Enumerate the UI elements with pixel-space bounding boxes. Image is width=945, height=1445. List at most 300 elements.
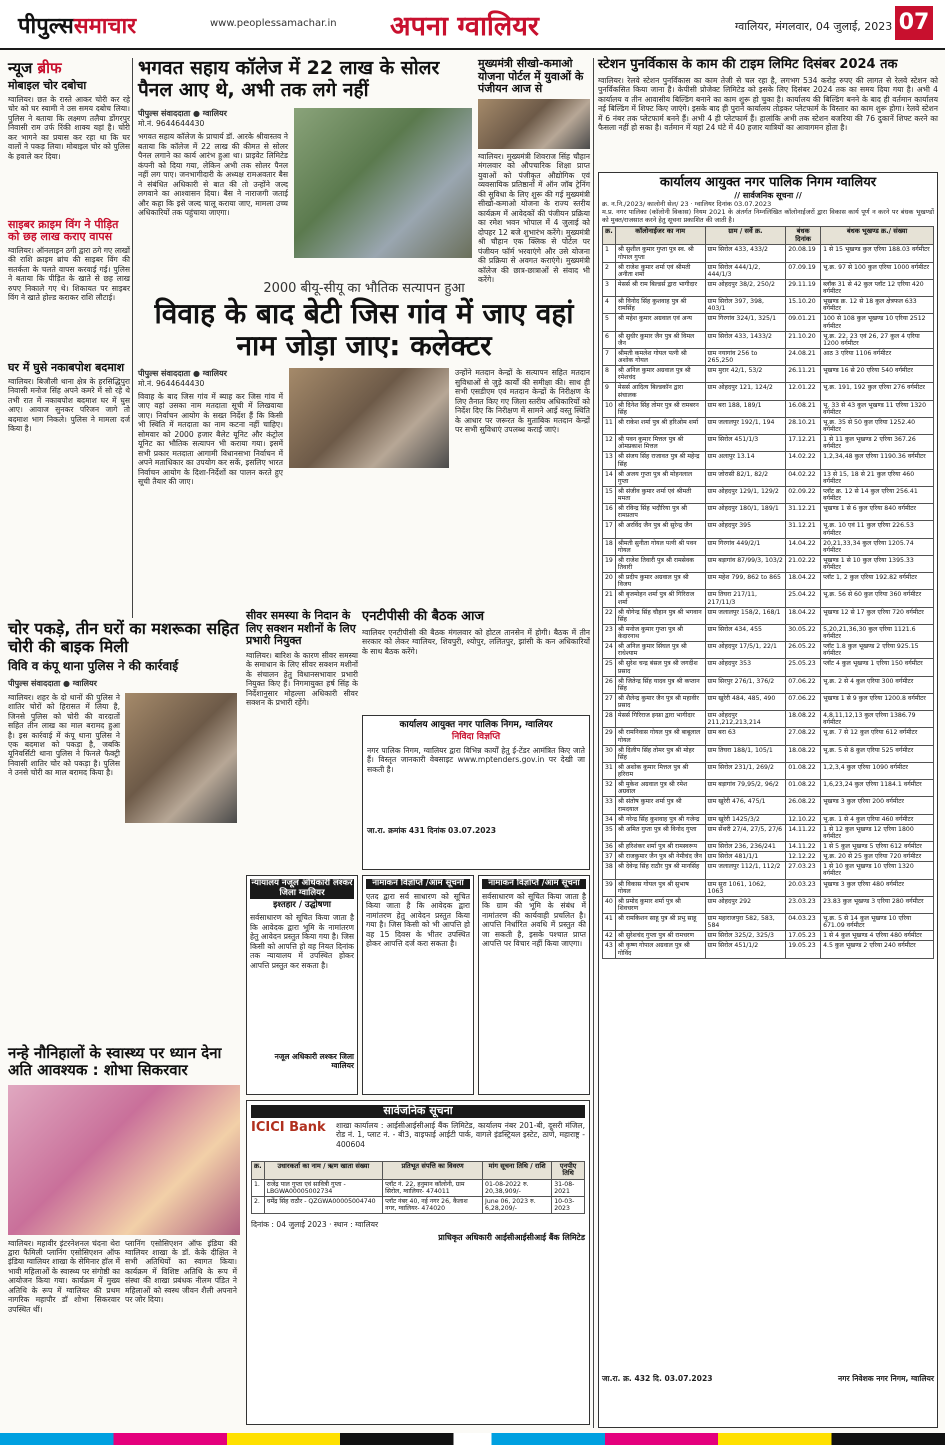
news-brief-column — [8, 58, 130, 458]
table-cell: 1 से 11 कुल भूखण्ड 2 एरिया 367.26 वर्गमीटर — [821, 435, 934, 452]
collector-story — [138, 278, 590, 598]
table-cell: 5 — [603, 314, 616, 331]
table-cell: भूखण्ड 1 से 10 कुल एरिया 1395.33 वर्गमीटर — [821, 555, 934, 572]
table-cell: 31-08-2021 — [552, 1179, 585, 1196]
table-cell: ग्राम जलालपुर 192/1, 194 — [705, 417, 786, 434]
story-headline: भगवत सहाय कॉलेज में 22 लाख के सोलर पैनल आए थे, अभी तक लगे नहीं — [138, 57, 440, 101]
table-row — [603, 896, 934, 913]
table-cell: मेसर्स श्री राम बिल्डर्स द्वारा भागीदार — [615, 279, 705, 296]
notice-body: एतद द्वारा सर्व साधारण को सूचित किया जाता है कि आवेदक द्वारा नामांतरण हेतु आवेदन प्रस्तुत किया गया है। जिस किसी को भी आपत्ति हो वह 15 दिवस के भीतर उपस्थित होकर आपत्ति दर्ज करा सकता है। — [366, 891, 470, 949]
table-cell: श्री अशोक कुमार मित्तल पुत्र श्री हरिराम — [615, 762, 705, 779]
table-cell: 4,8,11,12,13 कुल एरिया 1386.79 वर्गमीटर — [821, 711, 934, 728]
table-row — [603, 624, 934, 641]
table-cell: 18.04.22 — [786, 573, 821, 590]
table-cell: श्री सुरेशचंद गुप्ता पुत्र श्री रामचरण — [615, 931, 705, 941]
table-cell: 07.06.22 — [786, 693, 821, 710]
story-headline: विवाह के बाद बेटी जिस गांव में जाए वहां नाम जोड़ा जाए: कलेक्टर — [154, 297, 574, 363]
table-cell: भूखण्ड 12 से 17 कुल एरिया 720 वर्गमीटर — [821, 607, 934, 624]
table-cell: श्री नरेन्द्र सिंह कुशवाह पुत्र श्री गजेन्द्र — [615, 814, 705, 824]
table-cell: 23 — [603, 624, 616, 641]
table-cell: श्री दिलीप सिंह तोमर पुत्र श्री मोहर सिंह — [615, 745, 705, 762]
byline: पीपुल्स संवाददाता ● ग्वालियर — [8, 678, 97, 688]
colony-table — [602, 226, 934, 958]
table-cell: 12.01.22 — [786, 383, 821, 400]
table-cell: ग्राम बड़ागांव 79,95/2, 96/2 — [705, 780, 786, 797]
table-cell: श्री कृष्ण गोपाल अग्रवाल पुत्र श्री गोविंद — [615, 941, 705, 958]
table-cell: 1,2,34,48 कुल एरिया 1190.36 वर्गमीटर — [821, 452, 934, 469]
table-row — [603, 504, 934, 521]
story-kicker: 2000 बीयू-सीयू का भौतिक सत्यापन हुआ — [263, 281, 465, 296]
table-cell: भू.क्र. 20 से 25 कुल एरिया 720 वर्गमीटर — [821, 852, 934, 862]
table-cell: 1 — [603, 245, 616, 262]
table-cell: 26.05.22 — [786, 642, 821, 659]
table-cell: 3 — [603, 279, 616, 296]
table-row — [603, 383, 934, 400]
issue-date: ग्वालियर, मंगलवार, 04 जुलाई, 2023 — [735, 20, 893, 33]
table-cell: 29 — [603, 728, 616, 745]
table-cell: 20.08.19 — [786, 245, 821, 262]
table-cell: ग्राम ओहदपुर 395 — [705, 521, 786, 538]
table-cell: भूखण्ड 3 कुल एरिया 200 वर्गमीटर — [821, 797, 934, 814]
table-cell: 31.12.21 — [786, 504, 821, 521]
table-cell: ग्राम बरा 63 — [705, 728, 786, 745]
table-row — [603, 417, 934, 434]
table-header-cell: प्रतिभूत संपत्ति का विवरण — [383, 1161, 483, 1179]
column-divider — [593, 58, 594, 1428]
table-cell: 36 — [603, 842, 616, 852]
table-cell: श्रीमती सुनीता गोयल पत्नी श्री पवन गोयल — [615, 538, 705, 555]
table-cell: श्री अनिल कुमार सिंघल पुत्र श्री राधेश्याम — [615, 642, 705, 659]
table-row — [603, 914, 934, 931]
table-cell: 01-08-2022 रु. 20,38,909/- — [483, 1179, 552, 1196]
table-cell: श्री रविन्द्र सिंह भदौरिया पुत्र श्री रामप्रताप — [615, 504, 705, 521]
table-header-cell: क्र. — [603, 227, 616, 245]
table-cell: ग्राम सिरोल 397, 398, 403/1 — [705, 297, 786, 314]
table-cell: 10-03-2023 — [552, 1197, 585, 1214]
notice-title: सार्वजनिक सूचना — [251, 1105, 585, 1118]
table-cell: ग्राम ओहदपुर 353 — [705, 659, 786, 676]
table-cell: ग्राम महेश 799, 862 to 865 — [705, 573, 786, 590]
table-cell: 21.10.20 — [786, 331, 821, 348]
table-header-cell: बंधक भूखण्ड क्र./ संख्या — [821, 227, 934, 245]
table-cell: श्री महेश कुमार अग्रवाल एवं अन्य — [615, 314, 705, 331]
table-cell: श्री अमित गुप्ता पुत्र श्री विनोद गुप्ता — [615, 824, 705, 841]
table-cell: 15.10.20 — [786, 297, 821, 314]
table-row — [603, 297, 934, 314]
story-headline: नन्हे नौनिहालों के स्वास्थ्य पर ध्यान देना अति आवश्यक : शोभा सिकरवार — [8, 1044, 222, 1080]
brief-body: ग्वालियर। बिजौली थाना क्षेत्र के हरसिद्धिपुरा निवासी मनोज सिंह अपने कमरे में सो रहे थे तभी रात में नकाबपोश बदमाश घर में घुस आए। आवाज सुनकर परिजन जागे तो बदमाश भाग निकले। पुलिस ने मामला दर्ज किया है। — [8, 376, 130, 433]
table-cell: 26.08.22 — [786, 797, 821, 814]
table-row — [603, 348, 934, 365]
table-cell: ग्राम ओहदपुर 38/2, 250/2 — [705, 279, 786, 296]
table-row — [603, 469, 934, 486]
table-cell: श्री मनोज कुमार गुप्ता पुत्र श्री केदारनाथ — [615, 624, 705, 641]
table-row — [603, 452, 934, 469]
table-cell: 100 से 108 कुल भूखण्ड 10 एरिया 2512 वर्गमीटर — [821, 314, 934, 331]
bank-logo: ICICI Bank — [251, 1119, 326, 1135]
table-cell: ग्राम जलालपुर 158/2, 168/1 — [705, 607, 786, 624]
table-header-cell: बंधक दिनांक — [786, 227, 821, 245]
table-cell: ग्राम सिरोल 451/1/3 — [705, 435, 786, 452]
table-cell: 27.03.23 — [786, 862, 821, 879]
table-cell: श्री अरविंद जैन पुत्र श्री सुरेन्द्र जैन — [615, 521, 705, 538]
table-cell: 14 — [603, 469, 616, 486]
notice-title: कार्यालय आयुक्त नगर पालिक निगम ग्वालियर — [659, 175, 877, 190]
table-cell: 43 — [603, 941, 616, 958]
table-cell: 23.83 कुल भूखण्ड 3 एरिया 280 वर्गमीटर — [821, 896, 934, 913]
notice-signature: नजूल अधिकारी लश्कर जिला ग्वालियर — [274, 1052, 354, 1070]
byline-phone: मो.नं. 9644644430 — [138, 118, 205, 128]
table-cell: श्री शैलेन्द्र कुमार जैन पुत्र श्री महावीर प्रसाद — [615, 693, 705, 710]
table-cell: ग्राम सिरोल 433, 1433/2 — [705, 331, 786, 348]
brief-headline: घर में घुसे नकाबपोश बदमाश — [8, 360, 125, 374]
table-cell: 18.08.22 — [786, 711, 821, 728]
table-cell: प्लॉट क्र. 12 से 14 कुल एरिया 256.41 वर्गमीटर — [821, 486, 934, 503]
news-brief-label: न्यूज ब्रीफ — [8, 59, 62, 77]
table-cell: भूखण्ड 1 से 9 कुल एरिया 1200.8 वर्गमीटर — [821, 693, 934, 710]
table-cell: 18.08.22 — [786, 745, 821, 762]
table-cell: भू.क्र. 5 से 8 कुल एरिया 525 वर्गमीटर — [821, 745, 934, 762]
table-row — [603, 780, 934, 797]
table-row — [603, 642, 934, 659]
table-row — [603, 797, 934, 814]
namantaran-notice — [478, 875, 590, 1095]
notice-ref: जा.रा. क्रमांक 431 दिनांक 03.07.2023 — [367, 825, 497, 835]
table-cell: श्री अनिल कुमार अग्रवाल पुत्र श्री रमेशचंद — [615, 366, 705, 383]
table-cell: श्री प्रदीप कुमार अग्रवाल पुत्र श्री विजय — [615, 573, 705, 590]
table-cell: ग्राम गिरगांव 449/2/1 — [705, 538, 786, 555]
story-body: प्लानिंग एसोसिएशन ऑफ इंडिया की ग्वालियर शाखा के डॉ. केके दीक्षित ने सभी अतिथियों का स्वागत किया। कार्यक्रम में विशिष्ट अतिथि के रूप में संस्था की शाखा प्रबंधक नीलम पंडित ने महिलाओं को स्वस्थ जीवन शैली अपनाने पर जोर दिया। — [125, 1238, 237, 1305]
table-row — [603, 555, 934, 572]
website-url[interactable]: www.peoplessamachar.in — [210, 18, 337, 29]
seminar-photo — [8, 1085, 240, 1235]
table-cell: प्लॉट 4 कुल भूखण्ड 1 एरिया 150 वर्गमीटर — [821, 659, 934, 676]
story-body: ग्वालियर। महावीर इंटरनेशनल चंदना थेरा द्वारा फैमिली प्लानिंग एसोसिएशन ऑफ इंडिया ग्वालियर शाखा के सेमिनार हॉल में भावी महिलाओं के स्वास्थ्य पर संगोष्ठी का आयोजन किया गया। कार्यक्रम में मुख्य अतिथि के रूप में ग्वालियर की प्रथम नागरिक महापौर डॉ शोभा सिकरवार उपस्थित थीं। — [8, 1238, 120, 1314]
table-cell: ग्राम सिरोल 325/2, 325/3 — [705, 931, 786, 941]
table-cell: 1 से 5 कुल भूखण्ड 5 एरिया 612 वर्गमीटर — [821, 842, 934, 852]
table-cell: ग्राम ओहदपुर 121, 124/2 — [705, 383, 786, 400]
notice-title: न्यायालय नजूल अधिकारी लश्कर जिला ग्वालियर — [251, 878, 353, 898]
table-cell: 14.11.22 — [786, 842, 821, 852]
table-cell: श्री संजय सिंह राजावत पुत्र श्री महेन्द्र सिंह — [615, 452, 705, 469]
table-cell: June 06, 2023 रु. 6,28,209/- — [483, 1197, 552, 1214]
table-cell: 2. — [252, 1197, 265, 1214]
table-cell: 07.09.19 — [786, 262, 821, 279]
table-cell: 1 से 10 कुल भूखण्ड 10 एरिया 1320 वर्गमीटर — [821, 862, 934, 879]
table-cell: ग्राम मुरार 42/1, 53/2 — [705, 366, 786, 383]
table-row — [603, 245, 934, 262]
table-cell: प्लॉट नं. 22, हनुमान कॉलोनी, ग्राम सिरोल, ग्वालियर- 474011 — [383, 1179, 483, 1196]
table-row — [603, 824, 934, 841]
table-cell: 16.08.21 — [786, 400, 821, 417]
table-cell: श्री दिनेश सिंह तोमर पुत्र श्री रामबरन सिंह — [615, 400, 705, 417]
table-cell: ब्लॉक 31 से 42 कुल प्लॉट 12 एरिया 420 वर्गमीटर — [821, 279, 934, 296]
page-number: 07 — [895, 6, 933, 40]
table-cell: ग्राम सिरोल 444/1/2, 444/1/3 — [705, 262, 786, 279]
table-cell: भू.क्र. 2 से 4 कुल एरिया 300 वर्गमीटर — [821, 676, 934, 693]
table-cell: श्री राजेश कुमार शर्मा एवं श्रीमती अनीता शर्मा — [615, 262, 705, 279]
table-cell: 04.03.23 — [786, 914, 821, 931]
table-cell: 42 — [603, 931, 616, 941]
notice-subtitle: // सार्वजनिक सूचना // — [734, 190, 802, 200]
table-cell: 07.06.22 — [786, 676, 821, 693]
table-cell: भू.क्र. 35 से 50 कुल एरिया 1252.40 वर्गमीटर — [821, 417, 934, 434]
table-row — [603, 262, 934, 279]
table-cell: श्री रामकिशन साहू पुत्र श्री प्रभु साहू — [615, 914, 705, 931]
table-cell: 37 — [603, 852, 616, 862]
notice-ref: जा.रा. क्र. 432 दि. 03.07.2023 — [602, 1374, 713, 1384]
story-headline: स्टेशन पुनर्विकास के काम की टाइम लिमिट दिसंबर 2024 तक — [598, 57, 898, 72]
table-row — [603, 842, 934, 852]
table-row — [603, 745, 934, 762]
cm-photo — [478, 99, 590, 149]
table-cell: ग्राम खुरेरी 1425/3/2 — [705, 814, 786, 824]
table-cell: 27 — [603, 693, 616, 710]
brief-headline: साइबर क्राइम विंग ने पीड़ित को छह लाख कराए वापस — [8, 217, 119, 244]
story-body: ग्वालियर। बारिश के कारण सीवर समस्या के समाधान के लिए सीवर सक्शन मशीनों के संचालन हेतु विधानसभावार प्रभारी नियुक्त किए हैं। निगमायुक्त हर्ष सिंह के निर्देशानुसार मोहल्ला अधिकारी सीवर सक्शन के प्रभारी रहेंगे। — [246, 650, 358, 708]
table-row — [603, 814, 934, 824]
bank-address: शाखा कार्यालय : आईसीआईसीआई बैंक लिमिटेड, कार्यालय नंबर 201-बी, दूसरी मंजिल, रोड नं. 1, प्लाट नं. - बी3, वाइफाई आईटी पार्क, वागले इंडस्ट्रियल इस्टेट, ठाणे, महाराष्ट्र - 400604 — [336, 1120, 585, 1149]
byline: पीपुल्स संवाददाता ● ग्वालियर — [138, 108, 227, 118]
table-cell: 7 — [603, 348, 616, 365]
table-cell: 15 — [603, 486, 616, 503]
table-cell: 21.02.22 — [786, 555, 821, 572]
table-cell: ग्राम सिरोल 434, 455 — [705, 624, 786, 641]
table-cell: भू.क्र. 22, 23 एवं 26, 27 कुल 4 एरिया 1200 वर्गमीटर — [821, 331, 934, 348]
table-cell: श्री राजकुमार जैन पुत्र श्री नेमीचंद जैन — [615, 852, 705, 862]
table-cell: 9 — [603, 383, 616, 400]
notice-signature: नगर निवेशक नगर निगम, ग्वालियर — [838, 1374, 934, 1384]
table-cell: 24.08.21 — [786, 348, 821, 365]
table-cell: श्री देवेन्द्र सिंह राठौर पुत्र श्री मानसिंह — [615, 862, 705, 879]
table-cell: 17.05.23 — [786, 931, 821, 941]
table-row — [603, 941, 934, 958]
table-cell: मेसर्स गिरिराज इन्फ्रा द्वारा भागीदार — [615, 711, 705, 728]
table-cell: 02.09.22 — [786, 486, 821, 503]
table-cell: भूखण्ड 1 से 6 कुल एरिया 840 वर्गमीटर — [821, 504, 934, 521]
theft-story — [8, 620, 240, 960]
table-cell: 27.08.22 — [786, 728, 821, 745]
notice-ref: क्र. न.नि./2023/ कालोनी सेल/ 23 · ग्वालियर दिनांक 03.07.2023 — [602, 200, 772, 209]
table-cell: 1,2,3,4 कुल एरिया 1090 वर्गमीटर — [821, 762, 934, 779]
table-header-cell: कॉलोनाईजर का नाम — [615, 227, 705, 245]
story-headline: मुख्यमंत्री सीखो-कमाओ योजना पोर्टल में युवाओं के पंजीयन आज से — [478, 57, 584, 96]
table-cell: 14.02.22 — [786, 452, 821, 469]
notice-body: नगर पालिक निगम, ग्वालियर द्वारा विभिन्न कार्यों हेतु ई-टेंडर आमंत्रित किए जाते हैं। विस्तृत जानकारी वेबसाइट www.mptenders.gov.in पर देखी जा सकती है। — [367, 745, 585, 774]
table-cell: 12.12.22 — [786, 852, 821, 862]
notice-title: कार्यालय आयुक्त नगर पालिक निगम, ग्वालियर — [399, 720, 553, 730]
table-cell: 31.12.21 — [786, 521, 821, 538]
table-row — [603, 573, 934, 590]
table-row — [603, 607, 934, 624]
table-cell: 40 — [603, 896, 616, 913]
table-cell: 39 — [603, 879, 616, 896]
tender-notice — [362, 715, 590, 870]
table-cell: 11 — [603, 417, 616, 434]
table-cell: भूखण्ड क्र. 12 से 18 कुल क्षेत्रफल 633 वर्गमीटर — [821, 297, 934, 314]
table-cell: 19.05.23 — [786, 941, 821, 958]
table-cell: 26.11.21 — [786, 366, 821, 383]
notice-signature: प्राधिकृत अधिकारी आईसीआईसीआई बैंक लिमिटेड — [438, 1232, 585, 1242]
story-body: उन्होंने मतदान केन्द्रों के सत्यापन सहित मतदान सुविधाओं से जुड़े कार्यों की समीक्षा की। साथ ही सभी एसडीएम एवं मतदान केन्द्रों के निरीक्षण के लिए तैनात किए गए जिला स्तरीय अधिकारियों को निर्देश दिए कि निरीक्षण में सामने आई वस्तु स्थिति के आधार पर जरूरत के मुताबिक मतदान केन्द्रों पर सभी सुविधाएं उपलब्ध कराई जाएं। — [455, 368, 590, 435]
namantaran-notice — [362, 875, 474, 1095]
table-cell: 18.04.22 — [786, 607, 821, 624]
table-cell: 23.03.23 — [786, 896, 821, 913]
section-title: अपना ग्वालियर — [390, 11, 539, 42]
table-row — [603, 314, 934, 331]
table-cell: 31 — [603, 762, 616, 779]
byline: पीपुल्स संवाददाता ● ग्वालियर — [138, 369, 227, 379]
table-cell: ग्राम नयागांव 256 to 265,250 — [705, 348, 786, 365]
table-cell: श्री विकास गोयल पुत्र श्री सुभाष गोयल — [615, 879, 705, 896]
table-cell: 13 — [603, 452, 616, 469]
byline-phone: मो.नं. 9644644430 — [138, 379, 205, 389]
story-headline: सीवर समस्या के निदान के लिए सक्शन मशीनों के लिए प्रभारी नियुक्त — [246, 609, 356, 648]
station-story — [598, 58, 938, 170]
brief-body: ग्वालियर। ऑनलाइन ठगी द्वारा ठगे गए लाखों की राशि क्राइम ब्रांच की साइबर विंग की सतर्कता के चलते वापस करवाई गई। पुलिस ने बताया कि पीड़ित के खाते से छह लाख रुपए निकाले गए थे। शिकायत पर साइबर विंग ने खाते होल्ड कराकर राशि लौटाई। — [8, 245, 130, 303]
table-cell: ग्राम तिघरा 188/1, 105/1 — [705, 745, 786, 762]
table-cell: 41 — [603, 914, 616, 931]
story-body: ग्वालियर। शहर के दो थानों की पुलिस ने शातिर चोरों को हिरासत में लिया है, जिनसे पुलिस को चोरी की वारदातों सहित तीन लाख का माल बरामद हुआ है। इस कार्रवाई में कंपू थाना पुलिस ने एक बदमाश को पकड़ा है, जबकि यूनिवर्सिटी थाना पुलिस ने फिनले फैक्ट्री निवासी शातिर चोर को पकड़ा है। पुलिस ने उनसे चोरी का माल बरामद किया है। — [8, 692, 120, 778]
table-cell: 35 — [603, 824, 616, 841]
table-cell: 16 — [603, 504, 616, 521]
table-row — [603, 279, 934, 296]
table-cell: 4.5 कुल भूखण्ड 2 एरिया 240 वर्गमीटर — [821, 941, 934, 958]
table-cell: ग्राम जलालपुर 112/1, 112/2 — [705, 862, 786, 879]
table-cell: ग्राम बड़ागांव 87/99/3, 103/2 — [705, 555, 786, 572]
table-row — [603, 659, 934, 676]
police-photo — [125, 693, 237, 823]
table-cell: ग्राम ओहदपुर 180/1, 189/1 — [705, 504, 786, 521]
table-row — [603, 400, 934, 417]
table-cell: 1 से 4 कुल भूखण्ड 4 एरिया 480 वर्गमीटर — [821, 931, 934, 941]
table-cell: श्री पवन कुमार मित्तल पुत्र श्री ओमप्रकाश मित्तल — [615, 435, 705, 452]
table-cell: 20.03.23 — [786, 879, 821, 896]
notice-body: सर्वसाधारण को सूचित किया जाता है कि ग्राम की भूमि के संबंध में नामांतरण की कार्यवाही प्रचलित है। आपत्ति निर्धारित अवधि में प्रस्तुत की जा सकती है, इसके पश्चात प्राप्त आपत्ति पर विचार नहीं किया जाएगा। — [482, 891, 586, 949]
table-cell: ग्राम ओहदपुर 17/5/1, 22/1 — [705, 642, 786, 659]
table-cell: श्रीमती कमलेश गोयल पत्नी श्री अशोक गोयल — [615, 348, 705, 365]
table-row — [603, 693, 934, 710]
table-cell: ग्राम जोरासी 82/1, 82/2 — [705, 469, 786, 486]
table-cell: 25.04.22 — [786, 590, 821, 607]
table-cell: 09.01.21 — [786, 314, 821, 331]
ntpc-story — [362, 610, 590, 710]
story-body: ग्वालियर। रेलवे स्टेशन पुनर्विकास का काम तेजी से चल रहा है, लगभग 534 करोड़ रुपए की लागत से रेलवे स्टेशन को पुनर्विकसित किया जाना है। केपीसी प्रोजेक्ट लिमिटेड को इसके लिए दिसंबर 2024 तक का समय दिया गया है। अभी 4 कार्यालय व तीन आवासीय बिल्डिंग बनाने का काम शुरू हो चुका है। कार्यालय की बिल्डिंग बनने के बाद ही वर्तमान कार्यालय नई बिल्डिंग में शिफ्ट किए जाएंगे। इसके बाद ही पुराने कार्यालय तोड़कर प्लेटफार्म के विस्तार का काम शुरू होगा। रेलवे स्टेशन में 6 नंबर तक प्लेटफार्म बनने हैं। अभी 4 ही प्लेटफार्म हैं। हालांकि अभी तक स्टेशन बजरिया की 76 दुकानें शिफ्ट करने का फैसला नहीं हो सका है। वर्तमान में यहां 24 घंटे में 40 हजार यात्रियों का आवागमन होता है। — [598, 75, 938, 133]
table-cell: श्री सुरेश चन्द्र बंसल पुत्र श्री जगदीश प्रसाद — [615, 659, 705, 676]
table-cell: प्लॉट 1, 2 कुल एरिया 192.82 वर्गमीटर — [821, 573, 934, 590]
table-cell: 24 — [603, 642, 616, 659]
table-cell: 1 से 15 भूखण्ड कुल एरिया 188.03 वर्गमीटर — [821, 245, 934, 262]
column-divider — [132, 58, 133, 618]
table-cell: धर्मेंद्र सिंह राठौर - QZGWA00005004740 — [264, 1197, 383, 1214]
table-cell: ग्राम ओहदपुर 129/1, 129/2 — [705, 486, 786, 503]
table-cell: श्री राकेश शर्मा पुत्र श्री हरिओम शर्मा — [615, 417, 705, 434]
notice-intro: म.प्र. नगर पालिका (कॉलोनी विकास) नियम 2021 के अंतर्गत निम्नलिखित कॉलोनाईजरों द्वारा विकास कार्य पूर्ण न करने पर बंधक भूखण्डों को मुक्त/राजसात करने हेतु सूचना प्रकाशित की जाती है। — [602, 208, 934, 225]
table-cell: 1 से 12 कुल भूखण्ड 12 एरिया 1800 वर्गमीटर — [821, 824, 934, 841]
table-cell: आठ 3 एरिया 1106 वर्गमीटर — [821, 348, 934, 365]
table-cell: ग्राम खुरेरी 484, 485, 490 — [705, 693, 786, 710]
table-cell: ग्राम गिरगांव 324/1, 325/1 — [705, 314, 786, 331]
table-cell: भू.क्र. 5 से 14 कुल भूखण्ड 10 एरिया 671.09 वर्गमीटर — [821, 914, 934, 931]
table-row — [603, 931, 934, 941]
table-cell: 33 — [603, 797, 616, 814]
table-row — [603, 762, 934, 779]
table-cell: 12.10.22 — [786, 814, 821, 824]
table-cell: श्री हरिशंकर शर्मा पुत्र श्री रामस्वरूप — [615, 842, 705, 852]
table-cell: भूखण्ड 3 कुल एरिया 480 वर्गमीटर — [821, 879, 934, 896]
color-registration-bar — [0, 1433, 945, 1445]
table-cell: 28.10.21 — [786, 417, 821, 434]
brief-body: ग्वालियर। छत के रास्ते आकर चोरी कर रहे चोर को घर स्वामी ने उस समय दबोच लिया। पुलिस ने बताया कि लक्ष्मण तलैया डोंगरपुर निवासी राम उर्फ रिंकी शाक्य यहां है। चोरी कर भागने का प्रयास कर रहा था कि घर वालों ने पकड़ लिया। मोबाइल चोर को पुलिस के हवाले कर दिया। — [8, 94, 130, 161]
table-cell: 18 — [603, 538, 616, 555]
table-cell: ग्राम सिरोल 451/1/2 — [705, 941, 786, 958]
table-cell: 20 — [603, 573, 616, 590]
table-cell: ग्राम सिरोल 236, 236/241 — [705, 842, 786, 852]
table-cell: 1,6,23,24 कुल एरिया 1184.1 वर्गमीटर — [821, 780, 934, 797]
table-cell: मेसर्स आदित्य बिल्डकॉन द्वारा संचालक — [615, 383, 705, 400]
table-row — [603, 366, 934, 383]
notice-subtitle: निविदा विज्ञप्ति — [451, 732, 501, 743]
table-cell: 20,21,33,34 कुल एरिया 1205.74 वर्गमीटर — [821, 538, 934, 555]
table-cell: भू.क्र. 56 से 60 कुल एरिया 360 वर्गमीटर — [821, 590, 934, 607]
table-cell: ग्राम सिरोल 231/1, 269/2 — [705, 762, 786, 779]
icici-public-notice — [246, 1100, 590, 1425]
table-cell: श्री संतोष कुमार शर्मा पुत्र श्री रामदयाल — [615, 797, 705, 814]
table-cell: 22 — [603, 607, 616, 624]
table-cell: ग्राम खुरेरी 476, 475/1 — [705, 797, 786, 814]
table-cell: 13 से 15, 18 से 21 कुल एरिया 460 वर्गमीटर — [821, 469, 934, 486]
solar-panel-photo — [294, 108, 472, 258]
story-body: ग्वालियर। मुख्यमंत्री शिवराज सिंह चौहान मंगलवार को औपचारिक शिक्षा प्राप्त युवाओं को पंजीकृत औद्योगिक एवं व्यवसायिक प्रतिष्ठानों में ऑन जॉब ट्रेनिंग की सुविधा के लिए शुरू की गई मुख्यमंत्री सीखो-कमाओ योजना के राज्य स्तरीय कार्यक्रम में आवेदकों की पंजीयन प्रक्रिया का रमेश भवन भोपाल में 4 जुलाई को दोपहर 12 बजे शुभारंभ करेंगे। मुख्यमंत्री श्री चौहान एक क्लिक से पोर्टल पर पंजीयन फॉर्म भरवाएंगे और उसे योजना की प्रक्रिया से अवगत कराएंगे। मुख्यमंत्री कॉलेज की छात्र-छात्राओं से संवाद भी करेंगे। — [478, 151, 590, 285]
table-cell: 30 — [603, 745, 616, 762]
table-row — [603, 538, 934, 555]
table-cell: 04.02.22 — [786, 469, 821, 486]
table-header-cell: उधारकर्ता का नाम / ऋण खाता संख्या — [264, 1161, 383, 1179]
story-body: भगवत सहाय कॉलेज के प्राचार्य डॉ. आरके श्रीवास्तव ने बताया कि कॉलेज में 22 लाख की कीमत से सोलर पैनल लगाने का कार्य आरंभ हुआ था। प्राइवेट लिमिटेड कंपनी को दिया गया, लेकिन अभी तक सोलर पैनल नहीं लग पाए। जनभागीदारी के अध्यक्ष रामअवतार बैस ने संबंधित अधिकारी से बात की तो उन्होंने जल्द लगवाने का आश्वासन दिया। बैस ने नाराजगी जताई और कहा कि इसे जल्द चालू कराया जाए, मामला उच्च अधिकारियों तक पहुंचाया जाएगा। — [138, 132, 288, 218]
table-cell: श्री रामनिवास गोयल पुत्र श्री बाबूलाल गोयल — [615, 728, 705, 745]
table-cell: ग्राम सेंथरी 27/4, 27/5, 27/6 — [705, 824, 786, 841]
table-cell: श्री बृजमोहन शर्मा पुत्र श्री गिरिराज शर्मा — [615, 590, 705, 607]
table-cell: श्री विनोद सिंह कुशवाह पुत्र श्री रामसिंह — [615, 297, 705, 314]
table-cell: श्री सुशील कुमार गुप्ता पुत्र स्व. श्री गोपाल गुप्ता — [615, 245, 705, 262]
table-cell: 5,20,21,36,30 कुल एरिया 1121.6 वर्गमीटर — [821, 624, 934, 641]
table-row — [603, 676, 934, 693]
table-cell: 19 — [603, 555, 616, 572]
table-cell: श्री अजय गुप्ता पुत्र श्री मोहनलाल गुप्ता — [615, 469, 705, 486]
table-row — [603, 711, 934, 728]
table-cell: 38 — [603, 862, 616, 879]
table-cell: प्लॉट नंबर 40, नई नगर 26, कैलाश नगर, ग्वालियर- 474020 — [383, 1197, 483, 1214]
table-cell: 8 — [603, 366, 616, 383]
table-cell: ग्राम महाराजपुरा 582, 583, 584 — [705, 914, 786, 931]
table-cell: प्लॉट 1.8 कुल भूखण्ड 2 एरिया 925.15 वर्गमीटर — [821, 642, 934, 659]
table-row — [603, 435, 934, 452]
table-cell: ग्राम ओहदपुर 211,212,213,214 — [705, 711, 786, 728]
story-headline: एनटीपीसी की बैठक आज — [362, 609, 485, 624]
table-cell: श्री राजेश तिवारी पुत्र श्री रामसेवक तिवारी — [615, 555, 705, 572]
table-header-cell: क्र. — [252, 1161, 265, 1179]
table-row — [252, 1179, 585, 1196]
notice-body: सर्वसाधारण को सूचित किया जाता है कि आवेदक द्वारा भूमि के नामांतरण हेतु आवेदन प्रस्तुत किया गया है। जिस किसी को आपत्ति हो वह नियत दिनांक तक न्यायालय में उपस्थित होकर आपत्ति प्रस्तुत कर सकता है। — [250, 913, 354, 970]
table-cell: भू.क्र. 10 एवं 11 कुल एरिया 226.53 वर्गमीटर — [821, 521, 934, 538]
table-row — [252, 1197, 585, 1214]
table-cell: 32 — [603, 780, 616, 797]
table-cell: श्री सुधीर कुमार जैन पुत्र श्री विमल जैन — [615, 331, 705, 348]
cm-scheme-story — [478, 57, 590, 285]
table-cell: श्री प्रमोद कुमार शर्मा पुत्र श्री शिवचरण — [615, 896, 705, 913]
table-cell: 17.12.21 — [786, 435, 821, 452]
table-cell: ग्राम बरा 188, 189/1 — [705, 400, 786, 417]
